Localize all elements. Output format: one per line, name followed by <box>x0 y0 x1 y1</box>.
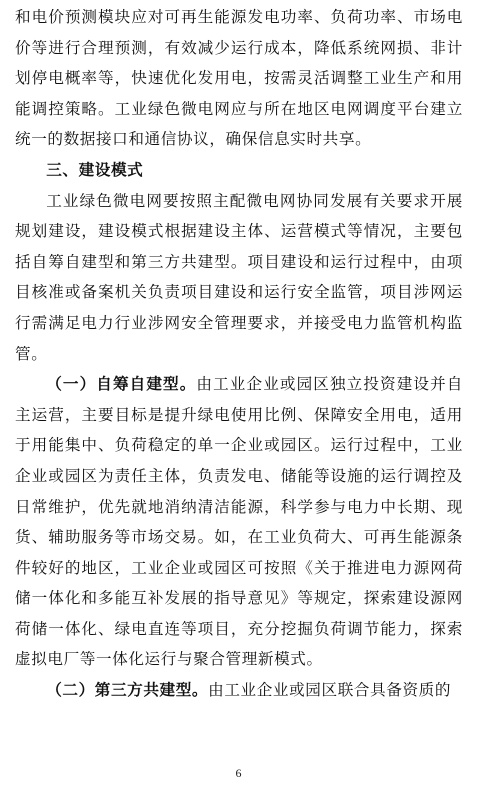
paragraph-lead-self-built: （一）自筹自建型。 <box>46 375 197 394</box>
document-body <box>15 2 463 706</box>
page-number: 6 <box>235 766 242 780</box>
section-heading-construction-mode <box>15 155 463 186</box>
paragraph-third-party-type <box>15 675 463 706</box>
paragraph-text: 由工业企业或园区联合具备资质的 <box>208 681 452 700</box>
heading-text: 三、建设模式 <box>46 160 144 179</box>
paragraph-text: 工业绿色微电网要按照主配微电网协同发展有关要求开展规划建设，建设模式根据建设主体、运营模式等情况，主要包括自筹自建型和第三方共建型。项目建设和运行过程中，由项目核准或备案机关负责项目建设和运行安全监管，项目涉网运行需满足电力行业涉网安全管理要求，并接受电力监管机构监管。 <box>15 191 463 363</box>
paragraph-text: 和电价预测模块应对可再生能源发电功率、负荷功率、市场电价等进行合理预测，有效减少运行成本，降低系统网损、非计划停电概率等，快速优化发用电，按需灵活调整工业生产和用能调控策略。工业绿色微电网应与所在地区电网调度平台建立统一的数据接口和通信协议，确保信息实时共享。 <box>15 8 463 149</box>
paragraph-text: 由工业企业或园区独立投资建设并自主运营，主要目标是提升绿电使用比例、保障安全用电，适用于用能集中、负荷稳定的单一企业或园区。运行过程中，工业企业或园区为责任主体，负责发电、储能等设施的运行调控及日常维护，优先就地消纳清洁能源，科学参与电力中长期、现货、辅助服务等市场交易。如，在工业负荷大、可再生能源条件较好的地区，工业企业或园区可按照《关于推进电力源网荷储一体化和多能互补发展的指导意见》等规定，探索建设源网荷储一体化、绿电直连等项目，充分挖掘负荷调节能力，探索虚拟电厂等一体化运行与聚合管理新模式。 <box>15 375 463 669</box>
paragraph-construction-mode-intro <box>15 186 463 370</box>
paragraph-intro-continuation <box>15 2 463 155</box>
paragraph-self-built-type <box>15 369 463 675</box>
paragraph-lead-third-party: （二）第三方共建型。 <box>46 681 209 700</box>
